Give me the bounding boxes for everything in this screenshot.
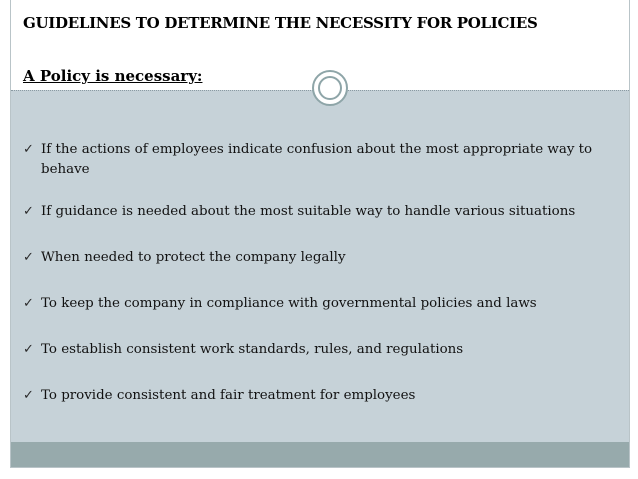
bullet-text: To establish consistent work standards, rules, and regulations bbox=[41, 342, 464, 357]
slide-title: GUIDELINES TO DETERMINE THE NECESSITY FOR POLICIES bbox=[23, 14, 538, 32]
decorative-ring-icon bbox=[312, 70, 348, 106]
decorative-inner-ring bbox=[318, 76, 342, 100]
slide-subtitle: A Policy is necessary: bbox=[23, 67, 203, 85]
bottom-band bbox=[11, 442, 629, 467]
check-icon: ✓ bbox=[23, 250, 34, 265]
bullet-text: If guidance is needed about the most suitable way to handle various situations bbox=[41, 204, 576, 219]
bullet-text: To provide consistent and fair treatment for employees bbox=[41, 388, 416, 403]
bullet-text: When needed to protect the company legally bbox=[41, 250, 346, 265]
check-icon: ✓ bbox=[23, 342, 34, 357]
slide bbox=[10, 0, 630, 468]
check-icon: ✓ bbox=[23, 388, 34, 403]
check-icon: ✓ bbox=[23, 296, 34, 311]
check-icon: ✓ bbox=[23, 142, 34, 157]
check-icon: ✓ bbox=[23, 204, 34, 219]
bullet-text: To keep the company in compliance with governmental policies and laws bbox=[41, 296, 537, 311]
bullet-text: If the actions of employees indicate confusion about the most appropriate way to behave bbox=[41, 142, 593, 177]
